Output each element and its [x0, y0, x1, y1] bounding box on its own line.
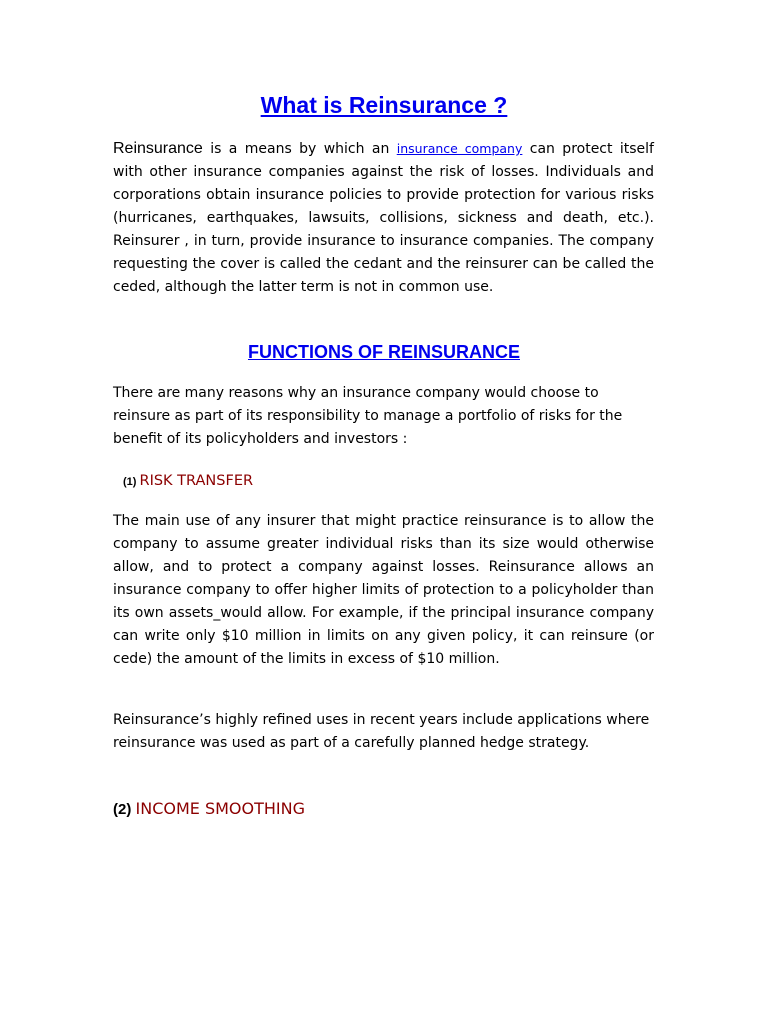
refined-uses-paragraph: Reinsurance’s highly refined uses in recent years include applications where reinsurance was used as part of a carefully planned hedge strategy.	[113, 712, 650, 751]
functions-heading: FUNCTIONS OF REINSURANCE	[247, 342, 520, 362]
intro-paragraph	[113, 137, 654, 299]
section-number: (2)	[113, 801, 136, 818]
section-title: INCOME SMOOTHING	[135, 799, 305, 818]
intro-text-before-link: is a means by which an	[202, 141, 397, 157]
section-title: RISK TRANSFER	[139, 473, 254, 489]
functions-intro-paragraph: There are many reasons why an insurance company would choose to reinsure as part of its responsibility to manage a portfolio of risks for the benefit of its policyholders and investors :	[113, 385, 623, 447]
section-heading-risk-transfer	[123, 470, 253, 493]
intro-text-after-link: can protect itself with other insurance companies against the risk of losses. Individuals and corporations obtain insurance policies to provide protection for various risks (hurricanes, earthquakes, lawsuits, collisions, sickness and death, etc.). Reinsurer , in turn, provide insurance to insurance companies. The company requesting the cover is called the cedant and the reinsurer can be called the ceded, although the latter term is not in common use.	[113, 141, 654, 295]
risk-transfer-paragraph: The main use of any insurer that might practice reinsurance is to allow the company to assume greater individual risks than its size would otherwise allow, and to protect a company against losses. Reinsurance allows an insurance company to offer higher limits of protection to a policyholder than its own assets_would allow. For example, if the principal insurance company can write only $10 million in limits on any given policy, it can reinsure (or cede) the amount of the limits in excess of $10 million.	[113, 513, 654, 667]
section-heading-income-smoothing	[113, 797, 305, 822]
intro-lead-word: Reinsurance	[113, 140, 203, 157]
document-title: What is Reinsurance ?	[260, 92, 508, 118]
insurance-company-link[interactable]: insurance company	[396, 141, 523, 156]
section-number: (1)	[123, 476, 140, 488]
